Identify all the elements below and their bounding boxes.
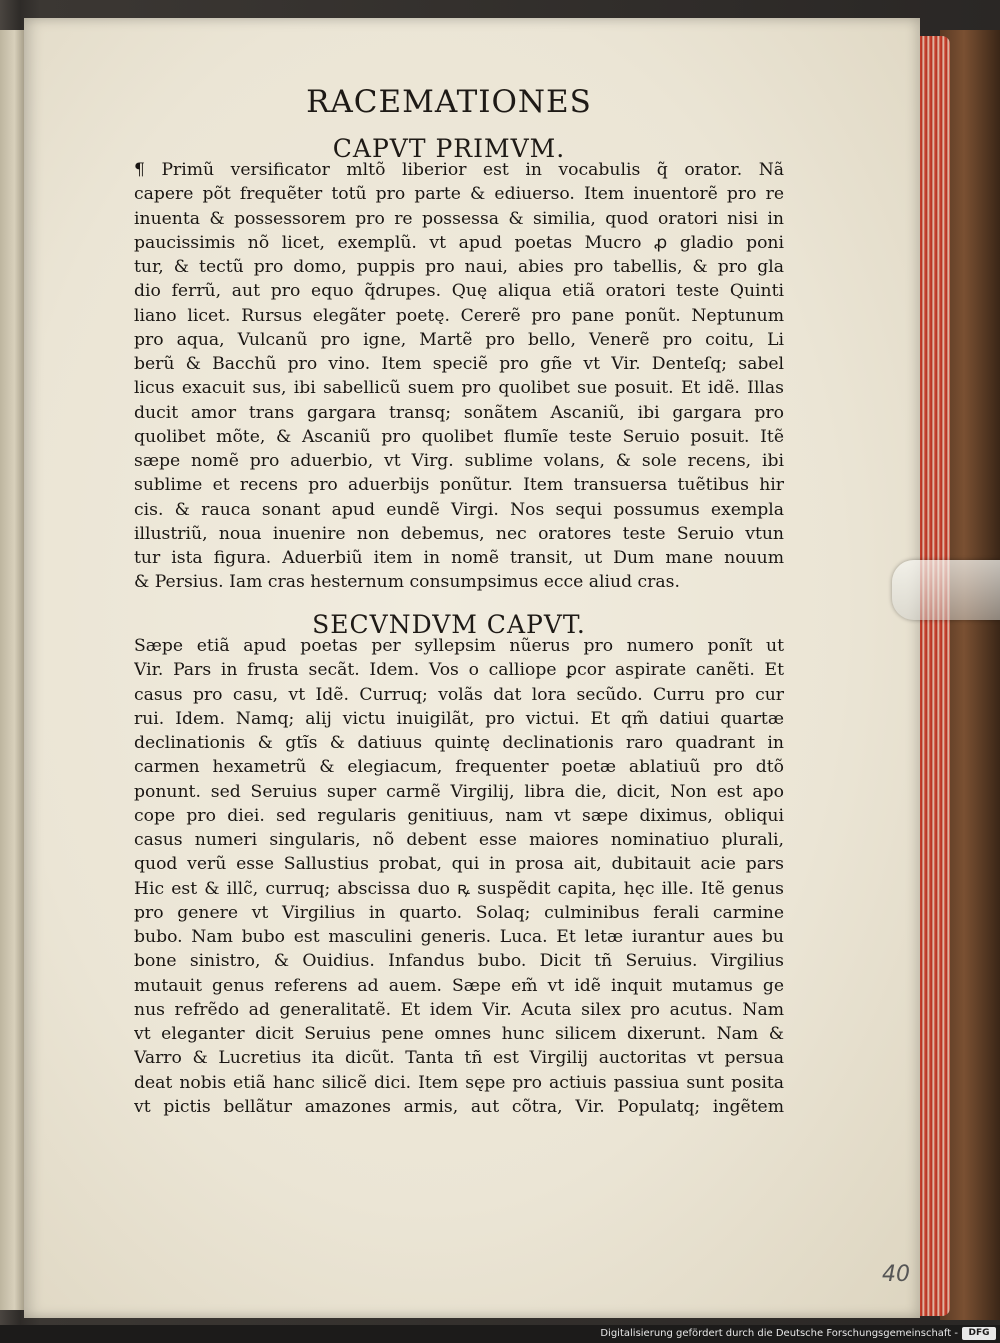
- text-line: ¶ Primũ versificator mltõ liberior est in vocabulis q̃ orator. Nã: [134, 160, 784, 180]
- text-line: pro genere vt Virgilius in quarto. Solaq; culminibus ferali carmine: [134, 902, 784, 923]
- text-line: tur, & tectũ pro domo, puppis pro naui, abies pro tabellis, & pro gla: [134, 257, 784, 277]
- text-line: pro aqua, Vulcanũ pro igne, Martẽ pro bello, Venerẽ pro coitu, Li: [134, 329, 784, 350]
- text-line: inuenta & possessorem pro re possessa & similia, quod oratori nisi in: [134, 208, 784, 229]
- text-line: licus exacuit sus, ibi sabellicũ suem pro quolibet sue posuit. Et idẽ. Illas: [134, 378, 784, 399]
- text-line: quolibet mõte, & Ascaniũ pro quolibet flumĩe teste Seruio posuit. Itẽ: [134, 426, 784, 447]
- text-line: mutauit genus referens ad auem. Sæpe em̃ vt idẽ inquit mutamus ge: [134, 975, 784, 996]
- text-line: liano licet. Rursus elegãter poetę. Cererẽ pro pane ponũt. Neptunum: [134, 305, 784, 326]
- text-line: capere põt frequẽter totũ pro parte & ediuerso. Item inuentorẽ pro re: [134, 184, 784, 205]
- text-line: vt eleganter dicit Seruius pene omnes hunc silicem dixerunt. Nam &: [134, 1024, 784, 1044]
- text-line: dio ferrũ, aut pro equo q̃drupes. Quę aliqua etiã oratori teste Quinti: [134, 281, 784, 302]
- chapter-1-text: [134, 158, 784, 595]
- footer-credit: Digitalisierung gefördert durch die Deutsche Forschungsgemeinschaft -: [600, 1328, 958, 1339]
- chapter-heading-2: SECVNDVM CAPVT.: [312, 610, 586, 639]
- text-line: ponunt. sed Seruius super carmẽ Virgilij, libra die, dicit, Non est apo: [134, 781, 784, 802]
- text-line: tur ista figura. Aduerbiũ item in nomẽ transit, ut Dum mane nouum: [134, 548, 784, 568]
- text-line: bubo. Nam bubo est masculini generis. Luca. Et letæ iurantur aues bu: [134, 927, 784, 947]
- text-line: sublime et recens pro aduerbijs ponũtur. Item transuersa tuẽtibus hir: [134, 475, 784, 496]
- text-line: Sæpe etiã apud poetas per syllepsim nũerus pro numero ponĩt ut: [134, 636, 784, 656]
- text-line: bone sinistro, & Ouidius. Infandus bubo. Dicit tñ Seruius. Virgilius: [134, 951, 784, 972]
- text-line: casus pro casu, vt Idẽ. Curruq; volãs dat lora secũdo. Curru pro cur: [134, 684, 784, 705]
- dfg-logo: DFG: [962, 1327, 996, 1340]
- text-line: cis. & rauca sonant apud eundẽ Virgi. Nos sequi possumus exempla: [134, 499, 784, 520]
- text-line: ducit amor trans gargara transq; sonãtem Ascaniũ, ibi gargara pro: [134, 402, 784, 423]
- text-line: paucissimis nõ licet, exemplũ. vt apud poetas Mucro ꝓ gladio poni: [134, 232, 784, 253]
- chapter-2-text: [134, 634, 784, 1119]
- text-line: rui. Idem. Namq; alij victu inuigilãt, pro victui. Et qm̃ datiui quartæ: [134, 708, 784, 729]
- text-line: carmen hexametrũ & elegiacum, frequenter poetæ ablatiuũ pro dtõ: [134, 757, 784, 778]
- text-line: Vir. Pars in frusta secãt. Idem. Vos o calliope ꝑcor aspirate canẽti. Et: [134, 660, 784, 681]
- page-clip-marker: [892, 560, 1000, 620]
- text-line: cope pro diei. sed regularis genitiuus, nam vt sæpe diximus, obliqui: [134, 805, 784, 826]
- text-line: declinationis & gtĩs & datiuus quintę declinationis raro quadrant in: [134, 733, 784, 753]
- text-line: casus numeri singularis, nõ debent esse maiores nominatiuo plurali,: [134, 830, 784, 850]
- text-line: illustriũ, noua inuenire non debemus, nec oratores teste Seruio vtun: [134, 523, 784, 544]
- text-line: deat nobis etiã hanc silicẽ dici. Item sępe pro actiuis passiua sunt posita: [134, 1072, 784, 1093]
- folio-number: 40: [882, 1262, 910, 1287]
- text-line: sæpe nomẽ pro aduerbio, vt Virg. sublime volans, & sole recens, ibi: [134, 451, 784, 471]
- text-line: vt pictis bellãtur amazones armis, aut cõtra, Vir. Populatq; ingẽtem: [134, 1096, 784, 1117]
- text-line: Hic est & illc̃, curruq; abscissa duo ꝶ suspẽdit capita, hęc ille. Itẽ genus: [134, 878, 784, 899]
- text-line: berũ & Bacchũ pro vino. Item speciẽ pro gñe vt Vir. Denteſq; sabel: [134, 354, 784, 374]
- book-page: [24, 18, 920, 1318]
- running-head: RACEMATIONES: [306, 84, 592, 120]
- facing-page-edge: [0, 30, 24, 1310]
- text-line: & Persius. Iam cras hesternum consumpsimus ecce aliud cras.: [134, 572, 680, 593]
- text-line: nus refrẽdo ad generalitatẽ. Et idem Vir. Acuta silex pro acutus. Nam: [134, 999, 784, 1020]
- chapter-heading-1: CAPVT PRIMVM.: [332, 134, 566, 163]
- text-line: Varro & Lucretius ita dicũt. Tanta tñ est Virgilij auctoritas vt persua: [134, 1048, 784, 1069]
- text-line: quod verũ esse Sallustius probat, qui in prosa ait, dubitauit acie pars: [134, 854, 784, 875]
